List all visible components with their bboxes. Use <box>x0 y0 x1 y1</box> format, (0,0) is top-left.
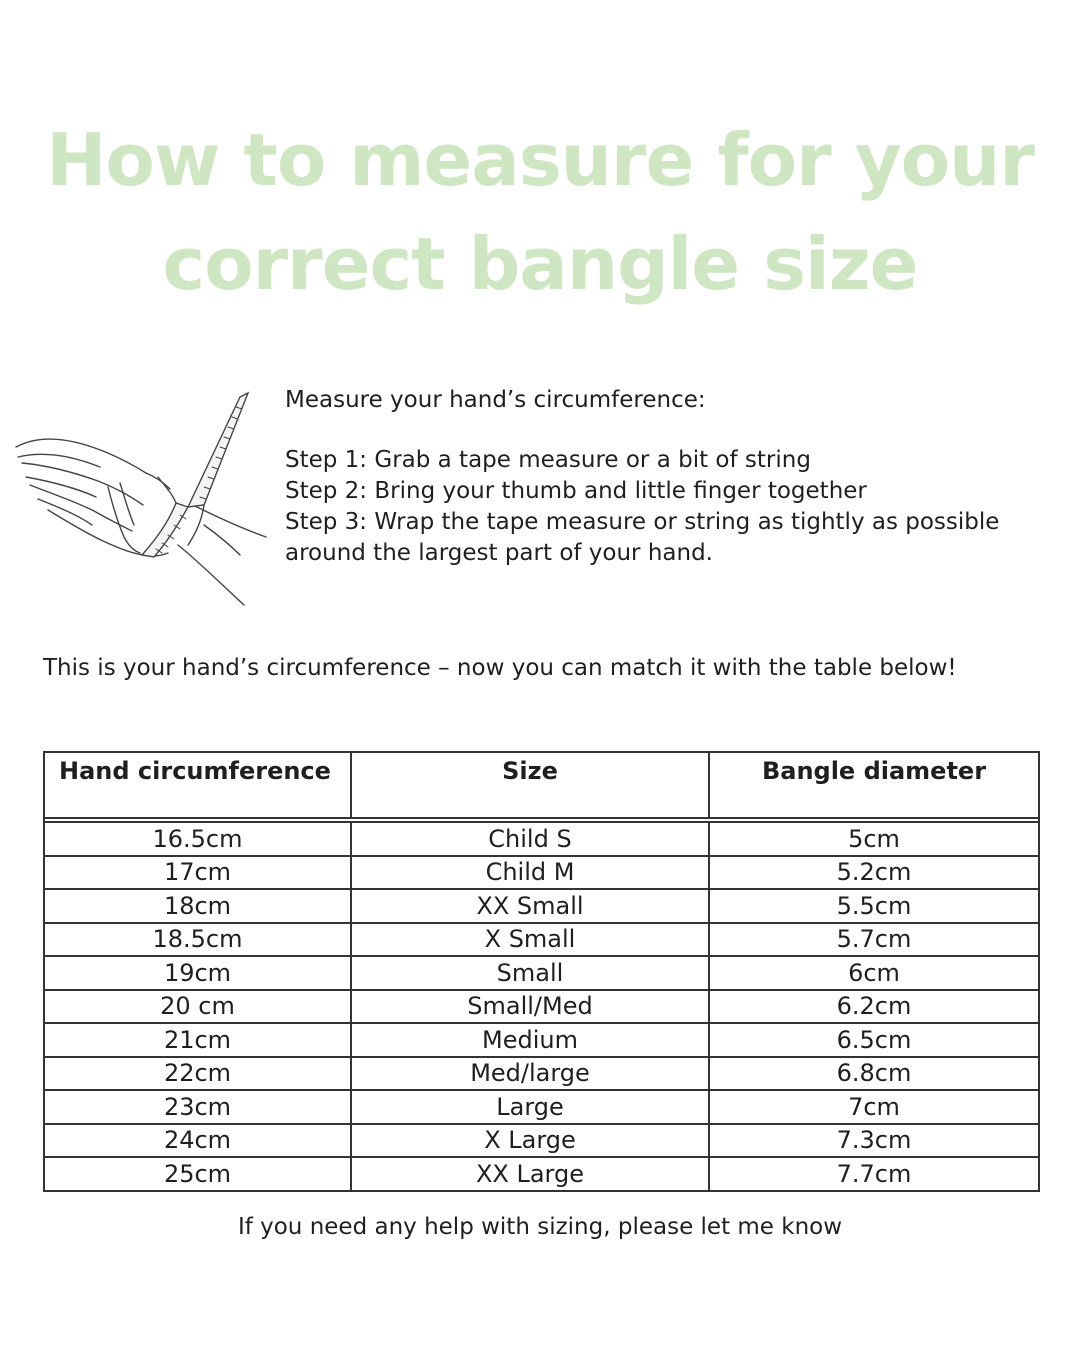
instructions-heading: Measure your hand’s circumference: <box>285 387 706 413</box>
step-2: Step 2: Bring your thumb and little finger together <box>285 478 867 504</box>
cell-hand-circumference: 18.5cm <box>44 923 351 957</box>
table-row <box>44 1157 1039 1191</box>
cell-hand-circumference: 25cm <box>44 1157 351 1191</box>
table-row <box>44 1023 1039 1057</box>
table-row <box>44 822 1039 856</box>
cell-bangle-diameter: 5.2cm <box>709 856 1039 890</box>
cell-bangle-diameter: 5.5cm <box>709 889 1039 923</box>
cell-hand-circumference: 23cm <box>44 1090 351 1124</box>
cell-size: Small/Med <box>351 990 709 1024</box>
cell-hand-circumference: 21cm <box>44 1023 351 1057</box>
bangle-size-table <box>43 751 1040 1192</box>
cell-size: Small <box>351 956 709 990</box>
cell-size: X Large <box>351 1124 709 1158</box>
cell-hand-circumference: 20 cm <box>44 990 351 1024</box>
cell-hand-circumference: 19cm <box>44 956 351 990</box>
title-line-1: How to measure for your <box>46 118 1034 202</box>
cell-bangle-diameter: 6cm <box>709 956 1039 990</box>
cell-bangle-diameter: 5cm <box>709 822 1039 856</box>
cell-size: Large <box>351 1090 709 1124</box>
help-note: If you need any help with sizing, please let me know <box>237 1214 843 1240</box>
table-row <box>44 889 1039 923</box>
table-row <box>44 1057 1039 1091</box>
cell-size: Medium <box>351 1023 709 1057</box>
cell-bangle-diameter: 6.8cm <box>709 1057 1039 1091</box>
measuring-instructions <box>285 385 1045 569</box>
title-line-2: correct bangle size <box>162 222 918 306</box>
header-bangle-diameter: Bangle diameter <box>709 752 1039 818</box>
table-row <box>44 923 1039 957</box>
cell-bangle-diameter: 7cm <box>709 1090 1039 1124</box>
table-row <box>44 1124 1039 1158</box>
cell-size: XX Large <box>351 1157 709 1191</box>
cell-bangle-diameter: 5.7cm <box>709 923 1039 957</box>
step-3-line-1: Step 3: Wrap the tape measure or string as tightly as possible <box>285 509 1000 535</box>
cell-bangle-diameter: 6.2cm <box>709 990 1039 1024</box>
cell-bangle-diameter: 7.7cm <box>709 1157 1039 1191</box>
step-1: Step 1: Grab a tape measure or a bit of string <box>285 447 811 473</box>
header-hand-circumference: Hand circumference <box>44 752 351 818</box>
header-size: Size <box>351 752 709 818</box>
cell-size: Med/large <box>351 1057 709 1091</box>
cell-hand-circumference: 24cm <box>44 1124 351 1158</box>
cell-hand-circumference: 22cm <box>44 1057 351 1091</box>
cell-size: X Small <box>351 923 709 957</box>
table-row <box>44 990 1039 1024</box>
cell-size: Child S <box>351 822 709 856</box>
cell-size: XX Small <box>351 889 709 923</box>
cell-bangle-diameter: 6.5cm <box>709 1023 1039 1057</box>
cell-hand-circumference: 18cm <box>44 889 351 923</box>
table-header-row <box>44 752 1039 818</box>
table-intro-text: This is your hand’s circumference – now you can match it with the table below! <box>43 655 957 681</box>
page-title <box>0 108 1080 316</box>
table-row <box>44 856 1039 890</box>
table-body <box>44 822 1039 1191</box>
table-row <box>44 1090 1039 1124</box>
step-3-line-2: around the largest part of your hand. <box>285 540 713 566</box>
hand-measuring-illustration <box>8 385 270 615</box>
cell-size: Child M <box>351 856 709 890</box>
cell-bangle-diameter: 7.3cm <box>709 1124 1039 1158</box>
cell-hand-circumference: 17cm <box>44 856 351 890</box>
cell-hand-circumference: 16.5cm <box>44 822 351 856</box>
table-row <box>44 956 1039 990</box>
